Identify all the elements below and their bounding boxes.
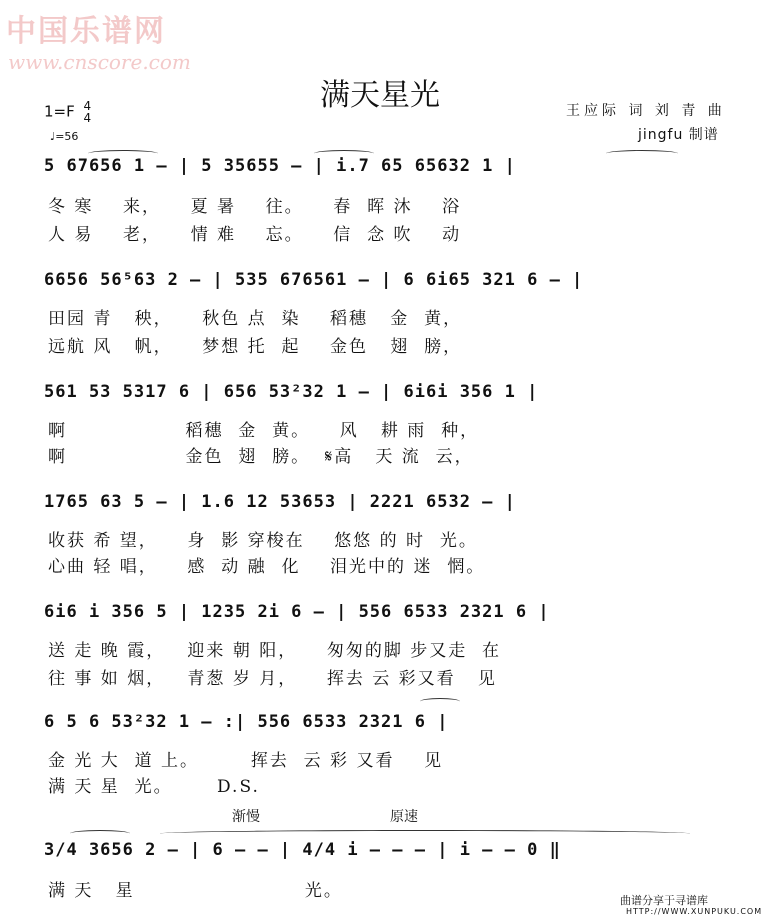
time-bottom: 4 <box>83 111 92 125</box>
lyric-1b: 人 易 老， 情 难 忘。 信 念 吹 动 <box>48 225 462 245</box>
footer-share-text: 曲谱分享于寻谱库 <box>620 894 708 907</box>
lyric-5b: 往 事 如 烟， 青葱 岁 月， 挥去 云 彩又看 见 <box>48 669 497 689</box>
score-system-7 <box>44 840 744 880</box>
notes-6: 6 5 6 53²32 1 – :| 556 6533 2321 6 | <box>44 712 449 732</box>
lyric-7a: 满 天 星 光。 <box>48 881 343 901</box>
notes-1: 5 67656 1 – | 5 35655 – | i.7 65 65632 1 | <box>44 156 516 176</box>
slur-mark <box>70 830 130 837</box>
slur-mark <box>88 150 158 157</box>
notes-3: 561 53 5317 6 | 656 53²32 1 – | 6i6i 356 1 | <box>44 382 539 402</box>
lyric-2a: 田园 青 秧， 秋色 点 染 稻穗 金 黄， <box>48 309 463 329</box>
notes-2: 6656 56⁵63 2 – | 535 676561 – | 6 6i65 321 6 – | <box>44 270 584 290</box>
notes-7: 3/4 3656 2 – | 6 – – | 4/4 i – – – | i – – 0 ‖ <box>44 840 561 860</box>
page-title: 满天星光 <box>320 78 440 113</box>
time-top: 4 <box>83 99 92 113</box>
time-signature <box>84 100 92 124</box>
lyric-4a: 收获 希 望， 身 影 穿梭在 悠悠 的 时 光。 <box>48 531 478 551</box>
lyric-3b: 啊 金色 翅 膀。 𝄋高 天 流 云， <box>48 447 474 467</box>
lyric-3a: 啊 稻穗 金 黄。 风 耕 雨 种， <box>48 421 480 441</box>
watermark-url: www.cnscore.com <box>8 50 191 74</box>
slur-mark <box>420 698 460 705</box>
lyric-1a: 冬 寒 来， 夏 暑 往。 春 晖 沐 浴 <box>48 197 462 217</box>
key-label: 1=F <box>44 102 75 121</box>
credit-engraver: jingfu 制谱 <box>638 127 719 143</box>
lyric-5a: 送 走 晚 霞， 迎来 朝 阳， 匆匆的脚 步又走 在 <box>48 641 502 661</box>
slur-mark <box>606 150 678 157</box>
slur-mark <box>314 150 374 157</box>
lyric-4b: 心曲 轻 唱， 感 动 融 化 泪光中的 迷 惘。 <box>48 557 486 577</box>
tie-mark <box>160 830 690 837</box>
direction-rit: 渐慢 <box>232 809 260 825</box>
direction-a-tempo: 原速 <box>390 809 418 825</box>
tempo-mark: ♩=56 <box>50 130 79 143</box>
lyric-6a: 金 光 大 道 上。 挥去 云 彩 又看 见 <box>48 751 444 771</box>
lyric-2b: 远航 风 帆， 梦想 托 起 金色 翅 膀， <box>48 337 463 357</box>
score-system-1 <box>44 156 744 196</box>
credit-composer: 王应际 词 刘 青 曲 <box>566 103 726 119</box>
notes-5: 6i6 i 356 5 | 1235 2i 6 – | 556 6533 2321 6 | <box>44 602 550 622</box>
key-signature <box>44 100 91 124</box>
lyric-6b: 满 天 星 光。 D.S. <box>48 777 260 797</box>
footer-url: HTTP://WWW.XUNPUKU.COM <box>626 907 763 916</box>
notes-4: 1765 63 5 – | 1.6 12 53653 | 2221 6532 – | <box>44 492 516 512</box>
watermark-logo: 中国乐谱网 <box>6 14 166 49</box>
